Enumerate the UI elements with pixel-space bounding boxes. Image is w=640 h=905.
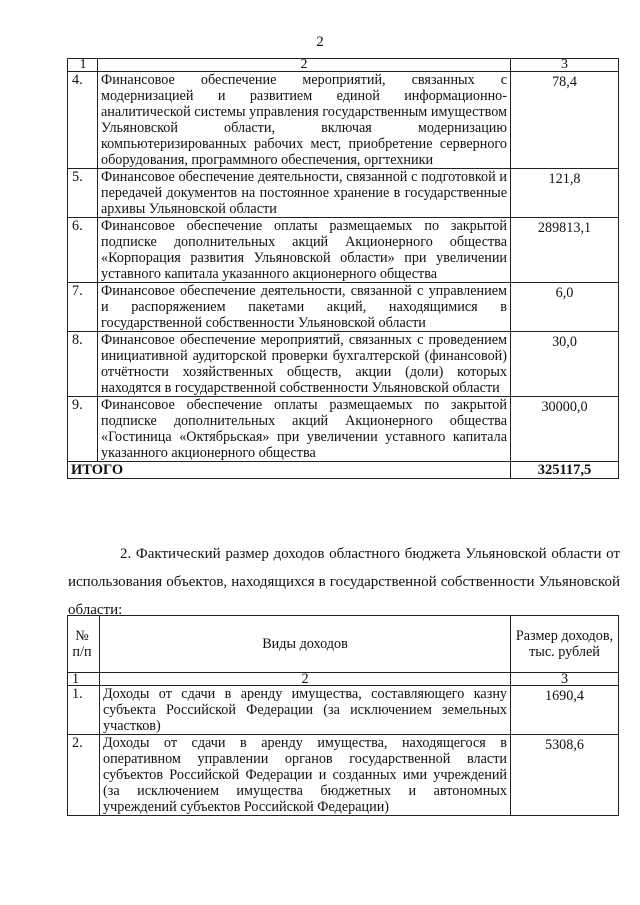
table-row xyxy=(68,332,619,397)
column-header-size: Размер доходов, тыс. рублей xyxy=(511,616,619,673)
table-row xyxy=(68,735,619,816)
table-row xyxy=(68,169,619,218)
row-description: Финансовое обеспечение деятельности, связанной с управлением и распоряжением пакетами акций, находящимися в государственной собственности Ульяновской области xyxy=(98,283,511,332)
header-col-2: 2 xyxy=(100,673,511,686)
header-col-3: 3 xyxy=(511,673,619,686)
table-row xyxy=(68,283,619,332)
row-number: 9. xyxy=(68,397,98,462)
expenses-table xyxy=(67,58,619,479)
row-number: 5. xyxy=(68,169,98,218)
row-number: 2. xyxy=(68,735,100,816)
table-row xyxy=(68,397,619,462)
row-description: Финансовое обеспечение мероприятий, связанных с проведением инициативной аудиторской проверки бухгалтерской (финансовой) отчётности хозяйственных обществ, акции (доли) которых находятся в государственной собственности Ульяновской области xyxy=(98,332,511,397)
row-description: Доходы от сдачи в аренду имущества, находящегося в оперативном управлении органов государственной власти субъектов Российской Федерации и созданных ими учреждений (за исключением имущества бюджетных и автономных учреждений субъектов Российской Федерации) xyxy=(100,735,511,816)
total-value: 325117,5 xyxy=(511,462,619,479)
income-table xyxy=(67,615,619,816)
header-col-1: 1 xyxy=(68,673,100,686)
header-col-3: 3 xyxy=(511,59,619,72)
row-description: Финансовое обеспечение оплаты размещаемых по закрытой подписке дополнительных акций Акционерного общества «Гостиница «Октябрьская» при увеличении уставного капитала указанного акционерного общества xyxy=(98,397,511,462)
total-label: ИТОГО xyxy=(68,462,511,479)
row-number: 6. xyxy=(68,218,98,283)
row-number: 8. xyxy=(68,332,98,397)
row-number: 4. xyxy=(68,72,98,169)
page-number: 2 xyxy=(316,34,324,50)
row-description: Финансовое обеспечение оплаты размещаемых по закрытой подписке дополнительных акций Акционерного общества «Корпорация развития Ульяновской области» при увеличении уставного капитала указанного акционерного общества xyxy=(98,218,511,283)
table-header-row xyxy=(68,673,619,686)
row-number: 1. xyxy=(68,686,100,735)
paragraph-income: 2. Фактический размер доходов областного бюджета Ульяновской области от использования объектов, находящихся в государственной собственности Ульяновской области: xyxy=(68,546,620,618)
row-value: 289813,1 xyxy=(511,218,619,283)
row-number: 7. xyxy=(68,283,98,332)
row-value: 121,8 xyxy=(511,169,619,218)
header-col-2: 2 xyxy=(98,59,511,72)
column-header-number: № п/п xyxy=(68,616,100,673)
table-header-row xyxy=(68,59,619,72)
row-description: Финансовое обеспечение мероприятий, связанных с модернизацией и развитием единой информационно-аналитической системы управления государственным имуществом Ульяновской области, включая модернизацию компьютеризированных рабочих мест, приобретение серверного оборудования, программного обеспечения, оргтехники xyxy=(98,72,511,169)
row-value: 6,0 xyxy=(511,283,619,332)
header-col-1: 1 xyxy=(68,59,98,72)
table-row xyxy=(68,686,619,735)
total-row xyxy=(68,462,619,479)
row-description: Финансовое обеспечение деятельности, связанной с подготовкой и передачей документов на постоянное хранение в государственные архивы Ульяновской области xyxy=(98,169,511,218)
row-description: Доходы от сдачи в аренду имущества, составляющего казну субъекта Российской Федерации (за исключением земельных участков) xyxy=(100,686,511,735)
row-value: 30000,0 xyxy=(511,397,619,462)
column-header-row xyxy=(68,616,619,673)
row-value: 1690,4 xyxy=(511,686,619,735)
column-header-type: Виды доходов xyxy=(100,616,511,673)
table-row xyxy=(68,72,619,169)
row-value: 30,0 xyxy=(511,332,619,397)
row-value: 78,4 xyxy=(511,72,619,169)
table-row xyxy=(68,218,619,283)
row-value: 5308,6 xyxy=(511,735,619,816)
